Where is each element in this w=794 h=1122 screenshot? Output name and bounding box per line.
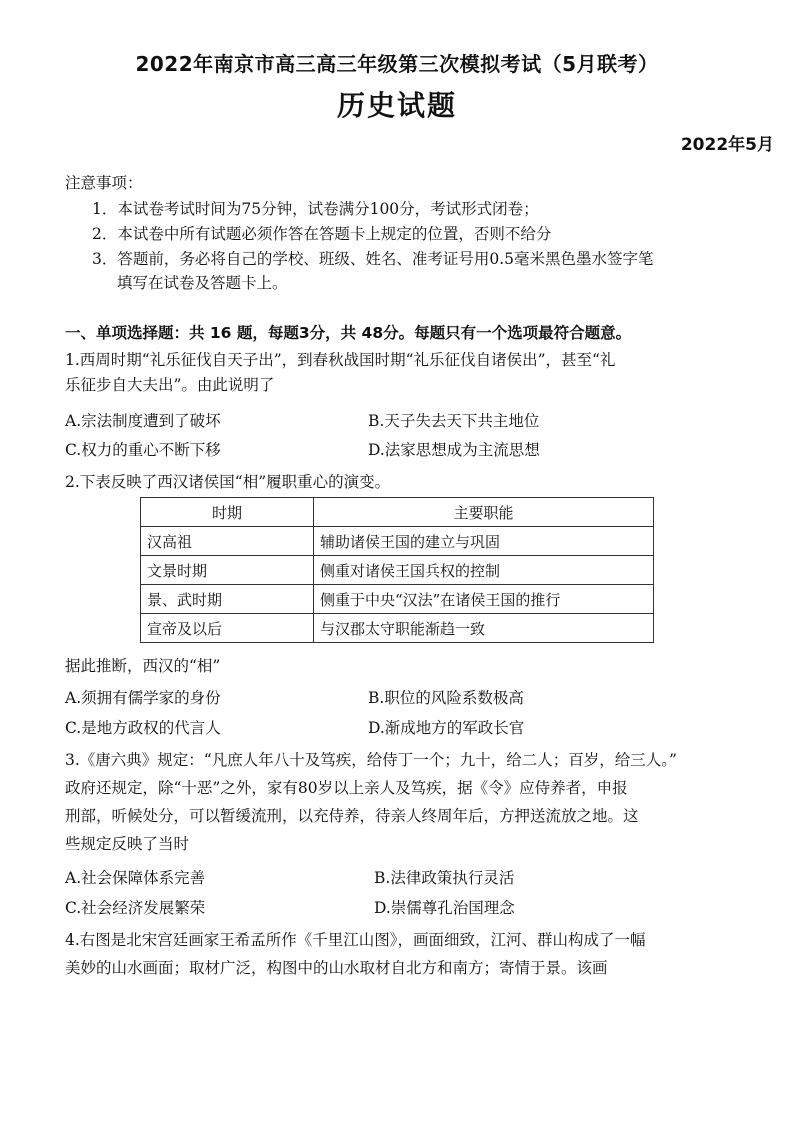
question-3-stem: 政府还规定，除“十恶”之外，家有80岁以上亲人及笃疾，据《令》应侍养者，申报 [65, 779, 628, 797]
notice-item: 3．答题前，务必将自己的学校、班级、姓名、准考证号用0.5毫米黑色墨水签字笔 [92, 250, 654, 268]
notice-item: 1．本试卷考试时间为75分钟，试卷满分100分，考试形式闭卷； [92, 200, 539, 218]
table-cell: 文景时期 [141, 556, 314, 585]
table-cell: 景、武时期 [141, 585, 314, 614]
table-header: 主要职能 [314, 498, 654, 527]
question-3-option-d: D.崇儒尊孔治国理念 [374, 899, 515, 917]
table-row [141, 614, 654, 643]
question-1-stem: 1.西周时期“礼乐征伐自天子出”，到春秋战国时期“礼乐征伐自诸侯出”，甚至“礼 [65, 351, 616, 369]
question-2-table [140, 497, 654, 643]
table-cell: 宣帝及以后 [141, 614, 314, 643]
notice-item: 2．本试卷中所有试题必须作答在答题卡上规定的位置，否则不给分 [92, 225, 552, 243]
question-1-option-c: C.权力的重心不断下移 [65, 441, 221, 459]
question-1-option-a: A.宗法制度遭到了破坏 [65, 412, 221, 430]
notice-item-continued: 填写在试卷及答题卡上。 [117, 274, 288, 292]
question-3-option-a: A.社会保障体系完善 [65, 869, 206, 887]
section-heading: 一、单项选择题：共 16 题，每题3分，共 48分。每题只有一个选项最符合题意。 [65, 324, 632, 342]
exam-date: 2022年5月 [680, 135, 774, 155]
question-1-option-b: B.天子失去天下共主地位 [368, 412, 540, 430]
subject-title: 历史试题 [336, 89, 457, 122]
table-row [141, 556, 654, 585]
question-3-option-b: B.法律政策执行灵活 [374, 869, 515, 887]
question-3-stem: 3.《唐六典》规定：“凡庶人年八十及笃疾，给侍丁一个；九十，给二人；百岁，给三人。” [65, 751, 677, 769]
table-cell: 侧重于中央“汉法”在诸侯王国的推行 [314, 585, 654, 614]
question-1-stem: 乐征步自大夫出”。由此说明了 [65, 376, 275, 394]
table-header: 时期 [141, 498, 314, 527]
table-cell: 汉高祖 [141, 527, 314, 556]
table-cell: 与汉郡太守职能渐趋一致 [314, 614, 654, 643]
question-1-option-d: D.法家思想成为主流思想 [368, 441, 540, 459]
question-2-stem: 2.下表反映了西汉诸侯国“相”履职重心的演变。 [65, 473, 391, 491]
question-3-stem: 些规定反映了当时 [65, 835, 190, 853]
table-header-row [141, 498, 654, 527]
question-2-prompt: 据此推断，西汉的“相” [65, 657, 221, 675]
question-2-option-a: A.须拥有儒学家的身份 [65, 689, 221, 707]
exam-title: 2022年南京市高三高三年级第三次模拟考试（5月联考） [135, 52, 659, 76]
question-2-option-b: B.职位的风险系数极高 [368, 689, 524, 707]
table-row [141, 585, 654, 614]
question-4-stem: 4.右图是北宋宫廷画家王希孟所作《千里江山图》，画面细致，江河、群山构成了一幅 [65, 931, 646, 949]
question-4-stem: 美妙的山水画面；取材广泛，构图中的山水取材自北方和南方；寄情于景。该画 [65, 959, 608, 977]
table-cell: 侧重对诸侯王国兵权的控制 [314, 556, 654, 585]
question-2-option-d: D.渐成地方的军政长官 [368, 719, 525, 737]
table-row [141, 527, 654, 556]
notice-heading: 注意事项： [65, 174, 143, 192]
table-cell: 辅助诸侯王国的建立与巩固 [314, 527, 654, 556]
question-2-option-c: C.是地方政权的代言人 [65, 719, 221, 737]
question-3-option-c: C.社会经济发展繁荣 [65, 899, 206, 917]
question-3-stem: 刑部，听候处分，可以暂缓流刑，以充侍养，待亲人终周年后，方押送流放之地。这 [65, 807, 639, 825]
